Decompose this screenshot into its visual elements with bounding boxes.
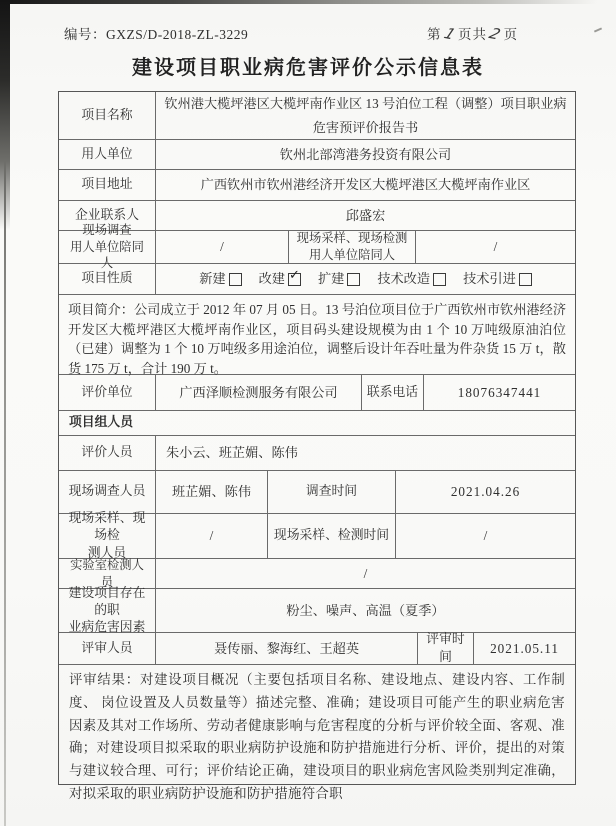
row-reviewers	[59, 633, 575, 665]
review-result-text: 对建设项目概况（主要包括项目名称、建设地点、建设内容、工作制度、 岗位设置及人员数量等）描述完整、准确；建设项目可能产生的职业病危害因素及其对工作场所、劳动者健康影响与危害程度的分析与评价较全面、客观、准确；对建设项目拟采取的职业病防护设施和防护措施进行分析、评价，提出的对策与建议较合理、可行；评价结论正确，建设项目的职业病危害风险类别判定准确，对拟采取的职业病防护设施和防护措施符合职	[69, 672, 566, 801]
checkbox-tech-import	[519, 273, 532, 286]
employer-label: 用人单位	[59, 140, 156, 169]
sampling-staff-label-line1: 现场采样、现场检	[68, 511, 146, 543]
evaluators-value: 朱小云、班芷媚、陈伟	[166, 445, 298, 461]
row-project-address	[59, 170, 575, 201]
row-hazards	[59, 585, 575, 635]
option-expansion-label: 扩建	[317, 271, 345, 287]
hazards-label	[59, 585, 156, 635]
checkbox-new-construction	[229, 273, 242, 286]
row-escorts	[59, 223, 575, 271]
team-header: 项目组人员	[69, 415, 133, 430]
sampling-escort-label-line2: 用人单位陪同人	[308, 248, 396, 262]
form-title: 建设项目职业病危害评价公示信息表	[132, 57, 484, 79]
checkbox-expansion	[347, 273, 360, 286]
row-evaluators	[59, 436, 575, 471]
survey-escort-value: /	[156, 231, 289, 263]
review-result-label: 评审结果：	[69, 672, 140, 687]
sampling-staff-label-line2: 测人员	[87, 545, 127, 560]
page-middle: 页共	[458, 27, 488, 42]
project-nature-label: 项目性质	[59, 264, 156, 294]
hazards-value: 粉尘、噪声、高温（夏季）	[286, 602, 445, 618]
scan-speck	[594, 27, 602, 32]
project-intro-paragraph	[59, 295, 575, 374]
option-new-construction-label: 新建	[199, 271, 226, 287]
hazards-label-line2: 业病危害因素	[68, 620, 146, 635]
scan-edge-left	[0, 0, 10, 230]
page-prefix: 第	[427, 27, 442, 42]
row-project-intro	[59, 295, 575, 375]
survey-date-label: 调查时间	[268, 471, 396, 513]
phone-label: 联系电话	[362, 375, 424, 410]
row-employer	[59, 140, 575, 170]
company-contact-value: 邱盛宏	[345, 207, 386, 223]
option-new-construction	[199, 270, 241, 288]
sampling-staff-label	[59, 511, 156, 560]
project-address-value: 广西钦州市钦州港经济开发区大榄坪港区大榄坪南作业区	[200, 177, 531, 193]
reviewers-label: 评审人员	[59, 633, 156, 664]
row-project-nature	[59, 264, 575, 295]
row-project-name	[59, 92, 575, 140]
page-indicator	[427, 23, 518, 43]
hazards-label-line1: 建设项目存在的职	[68, 585, 146, 617]
evaluators-label: 评价人员	[59, 436, 156, 470]
row-review-result	[59, 665, 575, 801]
page-current-handwritten: 1	[440, 24, 459, 44]
company-contact-label: 企业联系人	[59, 201, 156, 230]
sampling-staff-value: /	[156, 514, 268, 558]
evaluation-org-value: 广西泽顺检测服务有限公司	[156, 375, 362, 410]
sampling-date-label: 现场采样、检测时间	[268, 514, 396, 558]
option-tech-renovation	[377, 270, 446, 288]
review-date-value: 2021.05.11	[490, 640, 559, 656]
reviewers-value: 聂传丽、黎海红、王超英	[156, 633, 418, 664]
survey-escort-label-line2: 用人单位陪同人	[70, 239, 144, 271]
option-tech-import	[463, 270, 532, 288]
evaluation-org-label: 评价单位	[59, 375, 156, 410]
checkbox-tech-renovation	[433, 273, 446, 286]
document-number-value: GXZS/D-2018-ZL-3229	[106, 27, 249, 42]
row-team-header	[59, 411, 575, 436]
project-nature-options	[156, 264, 575, 294]
lab-staff-label: 实验室检测人员	[59, 559, 156, 588]
document-number-label: 编号：	[64, 27, 106, 42]
option-expansion	[318, 270, 360, 288]
phone-value: 18076347441	[457, 384, 542, 400]
review-date-label: 评审时间	[418, 633, 474, 664]
project-intro-text: 公司成立于 2012 年 07 月 05 日。13 号泊位项目位于广西钦州市钦州港经济开发区大榄坪港区大榄坪南作业区，项目码头建设规模为由 1 个 10 万吨级原油泊位（已建）调整为 1 个 10 万吨级多用途泊位，调整后设计年吞吐量为件杂货 15 万 t，散货 175 万 t，合计 190 万 t。	[68, 302, 567, 376]
checkbox-reconstruction-checked	[288, 267, 301, 286]
page-total-handwritten: 2	[486, 24, 505, 44]
lab-staff-value: /	[363, 565, 368, 581]
option-tech-import-label: 技术引进	[463, 271, 516, 287]
survey-escort-label-line1: 现场调查	[82, 223, 132, 238]
row-company-contact	[59, 201, 575, 231]
sampling-escort-label-line1: 现场采样、现场检测	[296, 231, 408, 246]
review-result-paragraph	[59, 665, 575, 801]
option-reconstruction	[258, 267, 301, 288]
survey-escort-label	[59, 223, 156, 271]
project-intro-label: 项目简介：	[68, 302, 134, 317]
survey-staff-value: 班芷媚、陈伟	[156, 471, 268, 513]
checkmark: ✓	[288, 267, 300, 283]
project-name-value: 钦州港大榄坪港区大榄坪南作业区 13 号泊位工程（调整）项目职业病危害预评价报告书	[164, 95, 567, 135]
option-tech-renovation-label: 技术改造	[377, 271, 431, 287]
row-evaluation-org	[59, 375, 575, 411]
survey-staff-label: 现场调查人员	[59, 471, 156, 513]
survey-date-value: 2021.04.26	[450, 484, 521, 500]
sampling-date-value: /	[483, 528, 488, 544]
public-info-form-table	[58, 91, 576, 801]
sampling-escort-label	[289, 231, 416, 263]
page-suffix: 页	[503, 27, 519, 42]
option-reconstruction-label: 改建	[258, 271, 285, 287]
scan-edge-top	[0, 0, 616, 4]
employer-value: 钦州北部湾港务投资有限公司	[279, 146, 452, 162]
project-name-label: 项目名称	[59, 92, 156, 139]
row-survey-staff	[59, 471, 575, 514]
sampling-escort-value: /	[493, 239, 498, 255]
project-address-label: 项目地址	[59, 170, 156, 200]
row-sampling-staff	[59, 511, 575, 560]
document-number	[64, 23, 248, 43]
